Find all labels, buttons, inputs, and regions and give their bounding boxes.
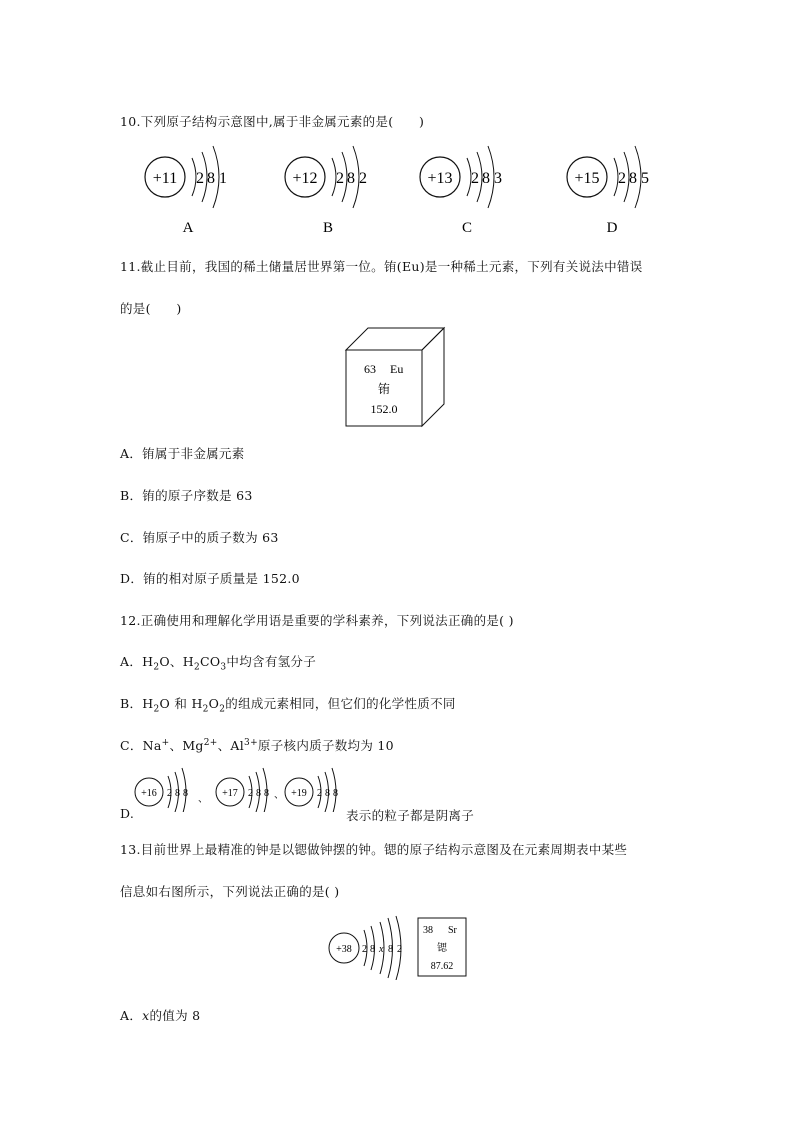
shell-3: 1 <box>219 170 227 187</box>
svg-text:8: 8 <box>256 788 261 799</box>
option-label: B <box>322 220 334 236</box>
nucleus-label: +12 <box>292 170 318 187</box>
q12d-atom-2 <box>216 768 269 812</box>
q13-atom <box>329 916 402 980</box>
shell-1: 2 <box>336 170 344 187</box>
element-symbol: Eu <box>390 362 404 376</box>
q13-element-card <box>418 918 466 976</box>
q11-stem-line-2: 的是( ) <box>120 301 182 316</box>
svg-text:8: 8 <box>183 788 188 799</box>
q12d-atom-1 <box>135 768 188 812</box>
q10-atom-b <box>285 146 367 236</box>
shell-1: 2 <box>618 170 626 187</box>
separator: 、 <box>274 790 284 801</box>
nucleus-label: +16 <box>141 788 157 799</box>
q10-atom-diagrams <box>130 140 650 240</box>
q10-atom-d <box>567 146 649 236</box>
q12-option-c: C．Na+、$Mg^{2+}$、$Al^{3+}$原子核内质子数均为 10 <box>120 737 394 753</box>
nucleus-label: +11 <box>152 170 178 187</box>
element-name: 锶 <box>437 943 447 954</box>
option-label: A <box>182 220 194 236</box>
element-mass: 87.62 <box>430 961 454 972</box>
q13-stem-line-1: 13.目前世界上最精准的钟是以锶做钟摆的钟。锶的原子结构示意图及在元素周期表中某些 <box>120 842 628 857</box>
option-label: C <box>461 220 473 236</box>
svg-text:2: 2 <box>317 788 322 799</box>
shell-3: 5 <box>641 170 649 187</box>
nucleus-label: +17 <box>222 788 238 799</box>
shell-2: 8 <box>482 170 490 187</box>
shell-2: 8 <box>629 170 637 187</box>
shell-2: 8 <box>347 170 355 187</box>
shell-3: 2 <box>359 170 367 187</box>
q11-stem-line-1: 11.截止目前，我国的稀土储量居世界第一位。铕(Eu)是一种稀土元素，下列有关说法中错误 <box>120 259 643 274</box>
element-name: 铕 <box>377 382 391 396</box>
q10-atom-c <box>420 146 502 236</box>
svg-text:x: x <box>379 944 384 955</box>
nucleus-label: +19 <box>291 788 307 799</box>
nucleus-label: +38 <box>336 944 352 955</box>
svg-text:2: 2 <box>248 788 253 799</box>
q12d-atom-3 <box>285 768 338 812</box>
q12-option-d-diagrams <box>130 762 350 812</box>
q11-option-a: A．铕属于非金属元素 <box>120 446 245 461</box>
svg-text:8: 8 <box>264 788 269 799</box>
svg-text:2: 2 <box>167 788 172 799</box>
shell-3: 3 <box>494 170 502 187</box>
svg-text:2: 2 <box>397 944 402 955</box>
svg-text:8: 8 <box>175 788 180 799</box>
q10-atom-a <box>145 146 227 236</box>
q12-stem: 12.正确使用和理解化学用语是重要的学科素养，下列说法正确的是( ) <box>120 613 514 628</box>
q11-option-b: B．铕的原子序数是 63 <box>120 488 253 503</box>
q13-stem-line-2: 信息如右图所示，下列说法正确的是( ) <box>120 884 340 899</box>
svg-text:8: 8 <box>388 944 393 955</box>
element-mass: 152.0 <box>370 402 398 416</box>
q10-stem: 10.下列原子结构示意图中,属于非金属元素的是( ) <box>120 114 425 129</box>
nucleus-label: +15 <box>574 170 600 187</box>
q12-option-d-prefix: D. <box>120 806 135 821</box>
element-symbol: Sr <box>448 925 457 936</box>
q13-strontium-diagram <box>322 914 472 980</box>
shell-2: 8 <box>207 170 215 187</box>
shell-1: 2 <box>471 170 479 187</box>
svg-text:8: 8 <box>370 944 375 955</box>
element-number: 38 <box>423 925 433 936</box>
separator: 、 <box>198 794 208 805</box>
q11-option-c: C．铕原子中的质子数为 63 <box>120 530 279 545</box>
option-label: D <box>606 220 618 236</box>
element-number: 63 <box>364 362 376 376</box>
q12-option-a: A．$H_2O$、$H_2CO_3$中均含有氢分子 <box>120 654 317 673</box>
q13-option-a: A．x的值为 8 <box>120 1008 201 1023</box>
svg-text:8: 8 <box>325 788 330 799</box>
q12-option-b: B．$H_2O$ 和 $H_2O_2$的组成元素相同，但它们的化学性质不同 <box>120 696 456 715</box>
q12-option-d-text: 表示的粒子都是阴离子 <box>346 808 475 823</box>
q11-element-card <box>340 322 450 430</box>
svg-text:8: 8 <box>333 788 338 799</box>
nucleus-label: +13 <box>427 170 453 187</box>
svg-text:2: 2 <box>362 944 367 955</box>
shell-1: 2 <box>196 170 204 187</box>
q11-option-d: D．铕的相对原子质量是 152.0 <box>120 571 300 586</box>
